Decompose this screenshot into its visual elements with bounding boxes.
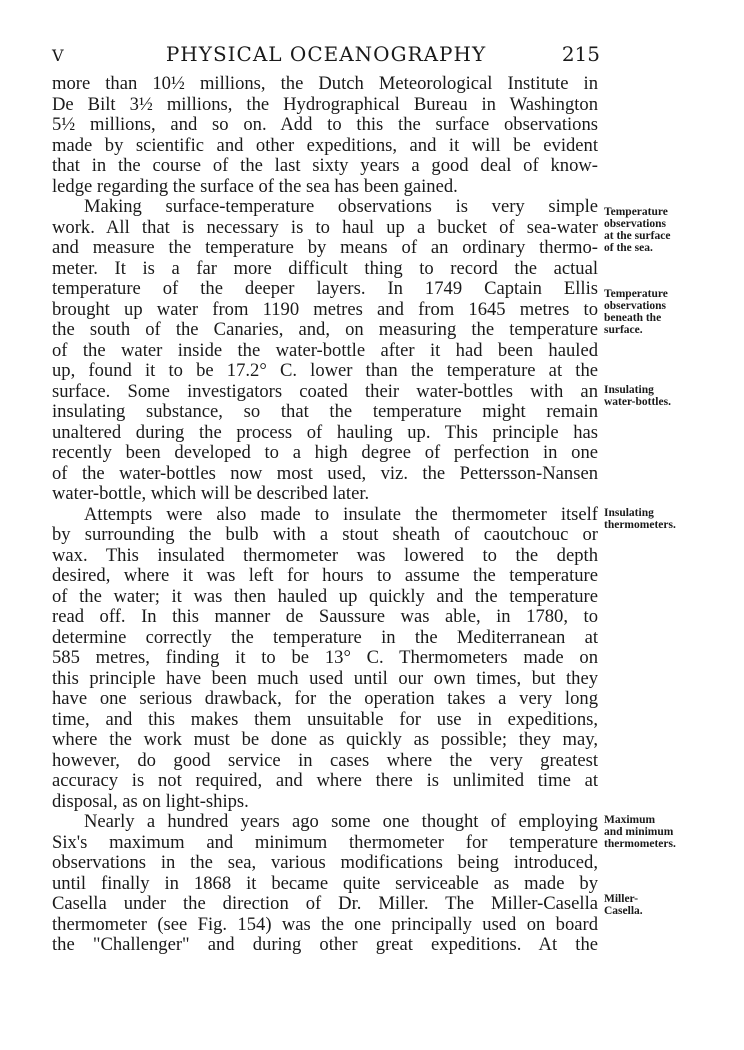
margin-note-line: at the surface [604, 230, 671, 242]
text-line: recently been developed to a high degree of perfection in one [52, 443, 598, 463]
text-line: by surrounding the bulb with a stout sheath of caoutchouc or [52, 525, 598, 545]
margin-note-line: Maximum [604, 814, 656, 826]
body-text [52, 74, 598, 956]
text-line: Six's maximum and minimum thermometer for temperature [52, 832, 598, 853]
text-line: that in the course of the last sixty years a good deal of know- [52, 156, 598, 176]
running-header [52, 42, 600, 70]
margin-note-deep-temperature [604, 288, 740, 336]
margin-note-line: observations [604, 218, 666, 230]
text-line: temperature of the deeper layers. In 1749 Captain Ellis [52, 279, 598, 299]
text-line: time, and this makes them unsuitable for use in expeditions, [52, 709, 598, 730]
text-line: 5½ millions, and so on. Add to this the surface observations [52, 115, 598, 135]
text-line: thermometer (see Fig. 154) was the one principally used on board [52, 914, 598, 935]
text-line: have one serious drawback, for the operation takes a very long [52, 689, 598, 709]
margin-note-insulating-bottles [604, 384, 740, 408]
text-line: the south of the Canaries, and, on measuring the temperature [52, 320, 598, 340]
text-line: the "Challenger" and during other great expeditions. At the [52, 935, 598, 955]
text-line: disposal, as on light-ships. [52, 790, 249, 812]
margin-note-line: and minimum [604, 826, 674, 838]
text-line: of the water inside the water-bottle after it had been hauled [52, 340, 598, 361]
text-line: meter. It is a far more difficult thing to record the actual [52, 258, 598, 279]
text-line: Nearly a hundred years ago some one thought of employing [84, 812, 598, 832]
margin-note-line: observations [604, 300, 666, 312]
margin-note-line: Temperature [604, 206, 668, 218]
text-line: observations in the sea, various modifications being introduced, [52, 853, 598, 873]
text-line: where the work must be done as quickly as possible; they may, [52, 730, 598, 750]
text-line: insulating substance, so that the temperature might remain [52, 402, 598, 422]
page-number: 215 [561, 42, 600, 66]
text-line: work. All that is necessary is to haul up a bucket of sea-water [52, 217, 598, 238]
text-line: more than 10½ millions, the Dutch Meteorological Institute in [52, 74, 598, 94]
text-line: until finally in 1868 it became quite serviceable as made by [52, 873, 598, 894]
margin-note-line: Insulating [604, 507, 654, 519]
text-line: ledge regarding the surface of the sea has been gained. [52, 175, 458, 197]
margin-note-miller-casella [604, 893, 740, 917]
margin-note-line: Temperature [604, 288, 668, 300]
text-line: this principle have been much used until our own times, but they [52, 668, 598, 689]
text-line: of the water; it was then hauled up quickly and the temperature [52, 586, 598, 607]
text-line: determine correctly the temperature in the Mediterranean at [52, 627, 598, 648]
text-line: and measure the temperature by means of an ordinary thermo- [52, 238, 598, 258]
margin-note-line: Casella. [604, 905, 643, 917]
text-line: however, do good service in cases where the very greatest [52, 750, 598, 771]
text-line: made by scientific and other expeditions, and it will be evident [52, 135, 598, 156]
margin-note-line: beneath the [604, 312, 662, 324]
text-line: Casella under the direction of Dr. Miller. The Miller-Casella [52, 894, 598, 914]
running-title: PHYSICAL OCEANOGRAPHY [165, 42, 487, 66]
margin-note-line: of the sea. [604, 242, 653, 254]
text-line: 585 metres, finding it to be 13° C. Thermometers made on [52, 648, 598, 668]
margin-note-line: Insulating [604, 384, 654, 396]
margin-note-line: Miller- [604, 893, 639, 905]
text-line: up, found it to be 17.2° C. lower than the temperature at the [52, 361, 598, 381]
text-line: De Bilt 3½ millions, the Hydrographical Bureau in Washington [52, 94, 598, 115]
chapter-number: V [52, 46, 64, 65]
margin-note-max-min-thermometers [604, 814, 740, 850]
margin-note-surface-temperature [604, 206, 740, 254]
text-line: of the water-bottles now most used, viz. the Pettersson-Nansen [52, 463, 598, 484]
text-line: read off. In this manner de Saussure was able, in 1780, to [52, 607, 598, 627]
text-line: brought up water from 1190 metres and from 1645 metres to [52, 299, 598, 320]
margin-note-insulating-thermometers [604, 507, 740, 531]
text-line: wax. This insulated thermometer was lowered to the depth [52, 545, 598, 566]
text-line: Making surface-temperature observations is very simple [84, 197, 598, 217]
margin-note-line: water-bottles. [604, 396, 671, 408]
margin-note-line: thermometers. [604, 519, 676, 531]
text-line: desired, where it was left for hours to assume the temperature [52, 566, 598, 586]
text-line: Attempts were also made to insulate the thermometer itself [84, 504, 598, 525]
text-line: unaltered during the process of hauling up. This principle has [52, 422, 598, 443]
text-line: water-bottle, which will be described later. [52, 483, 370, 504]
margin-note-line: surface. [604, 324, 643, 336]
text-line: surface. Some investigators coated their water-bottles with an [52, 381, 598, 402]
text-line: accuracy is not required, and where there is unlimited time at [52, 771, 598, 791]
margin-note-line: thermometers. [604, 838, 676, 850]
